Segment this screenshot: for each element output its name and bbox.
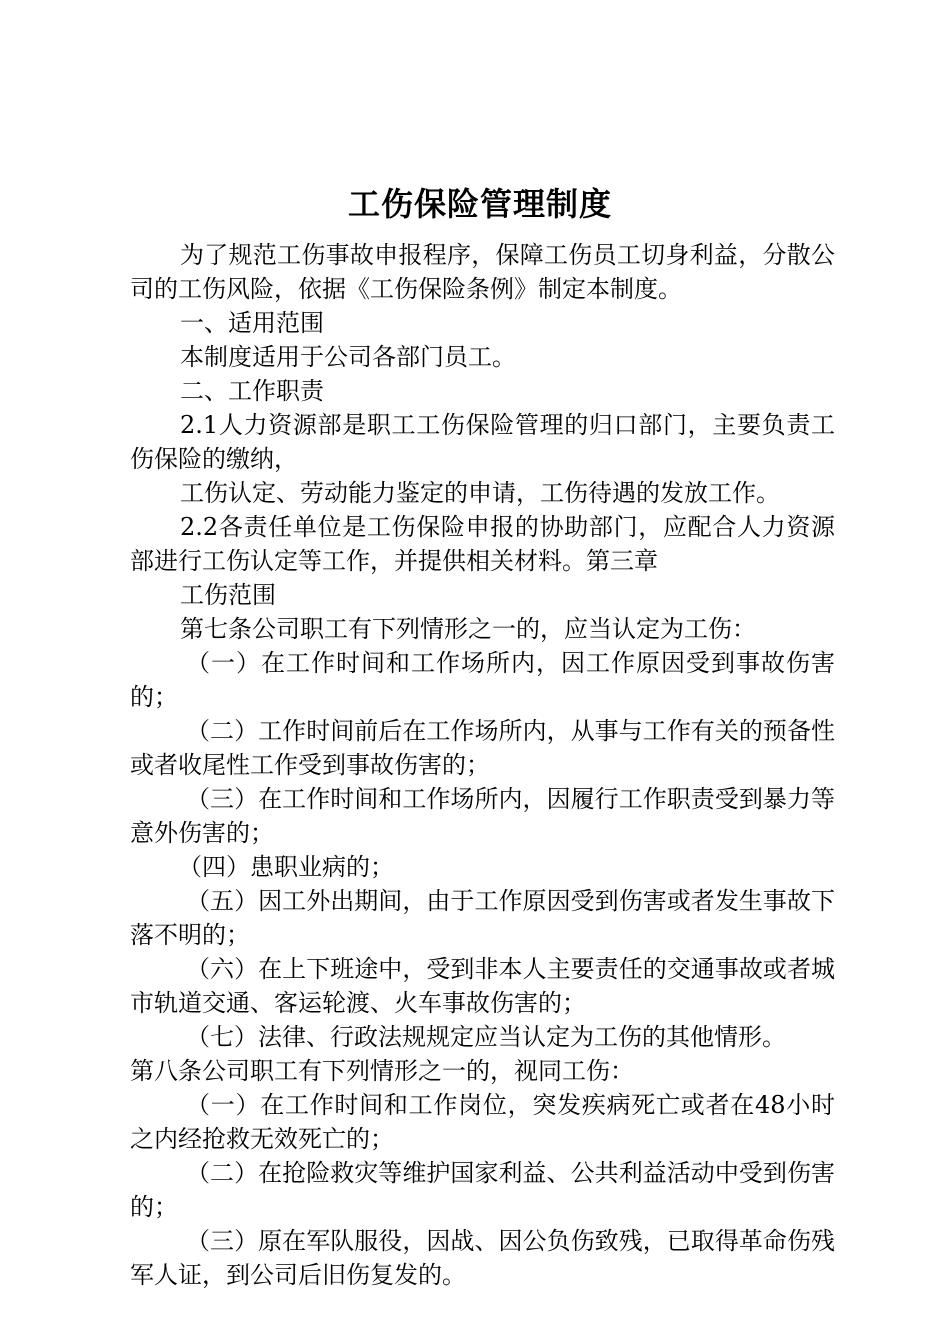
- article-7-paragraph: 第七条公司职工有下列情形之一的，应当认定为工伤：: [180, 615, 756, 643]
- duty-paragraph-2-1-continued: 工伤认定、劳动能力鉴定的申请，工伤待遇的发放工作。: [180, 479, 780, 507]
- intro-paragraph: 为了规范工伤事故申报程序，保障工伤员工切身利益，分散公司的工伤风险，依据《工伤保险条例》制定本制度。: [130, 241, 835, 303]
- article-8-item-3: （三）原在军队服役，因战、因公负伤致残，已取得革命伤残军人证，到公司后旧伤复发的。: [130, 1227, 835, 1289]
- article-7-item-5: （五）因工外出期间，由于工作原因受到伤害或者发生事故下落不明的；: [130, 887, 835, 949]
- article-8-item-2: （二）在抢险救灾等维护国家利益、公共利益活动中受到伤害的；: [130, 1159, 835, 1221]
- duty-paragraph-2-2: 2.2各责任单位是工伤保险申报的协助部门，应配合人力资源部进行工伤认定等工作，并提供相关材料。第三章: [130, 513, 835, 575]
- article-7-item-1: （一）在工作时间和工作场所内，因工作原因受到事故伤害的；: [130, 649, 835, 711]
- article-7-item-6: （六）在上下班途中，受到非本人主要责任的交通事故或者城市轨道交通、客运轮渡、火车事故伤害的；: [130, 955, 835, 1017]
- section-heading-duties: 二、工作职责: [180, 377, 324, 405]
- article-7-item-4: （四）患职业病的；: [178, 853, 394, 881]
- article-7-item-3: （三）在工作时间和工作场所内，因履行工作职责受到暴力等意外伤害的；: [130, 785, 835, 847]
- article-7-item-7: （七）法律、行政法规规定应当认定为工伤的其他情形。: [186, 1023, 786, 1051]
- section-heading-injury-scope: 工伤范围: [180, 581, 276, 609]
- article-7-item-2: （二）工作时间前后在工作场所内，从事与工作有关的预备性或者收尾性工作受到事故伤害的；: [130, 717, 835, 779]
- section-heading-scope: 一、适用范围: [180, 309, 324, 337]
- scope-paragraph: 本制度适用于公司各部门员工。: [180, 343, 516, 371]
- document-body: [130, 238, 835, 1292]
- duty-paragraph-2-1: 2.1人力资源部是职工工伤保险管理的归口部门，主要负责工伤保险的缴纳，: [130, 411, 835, 473]
- article-8-item-1: （一）在工作时间和工作岗位，突发疾病死亡或者在48小时之内经抢救无效死亡的；: [130, 1091, 835, 1153]
- article-8-paragraph: 第八条公司职工有下列情形之一的，视同工伤：: [130, 1057, 634, 1085]
- document-title: 工伤保险管理制度: [347, 185, 612, 223]
